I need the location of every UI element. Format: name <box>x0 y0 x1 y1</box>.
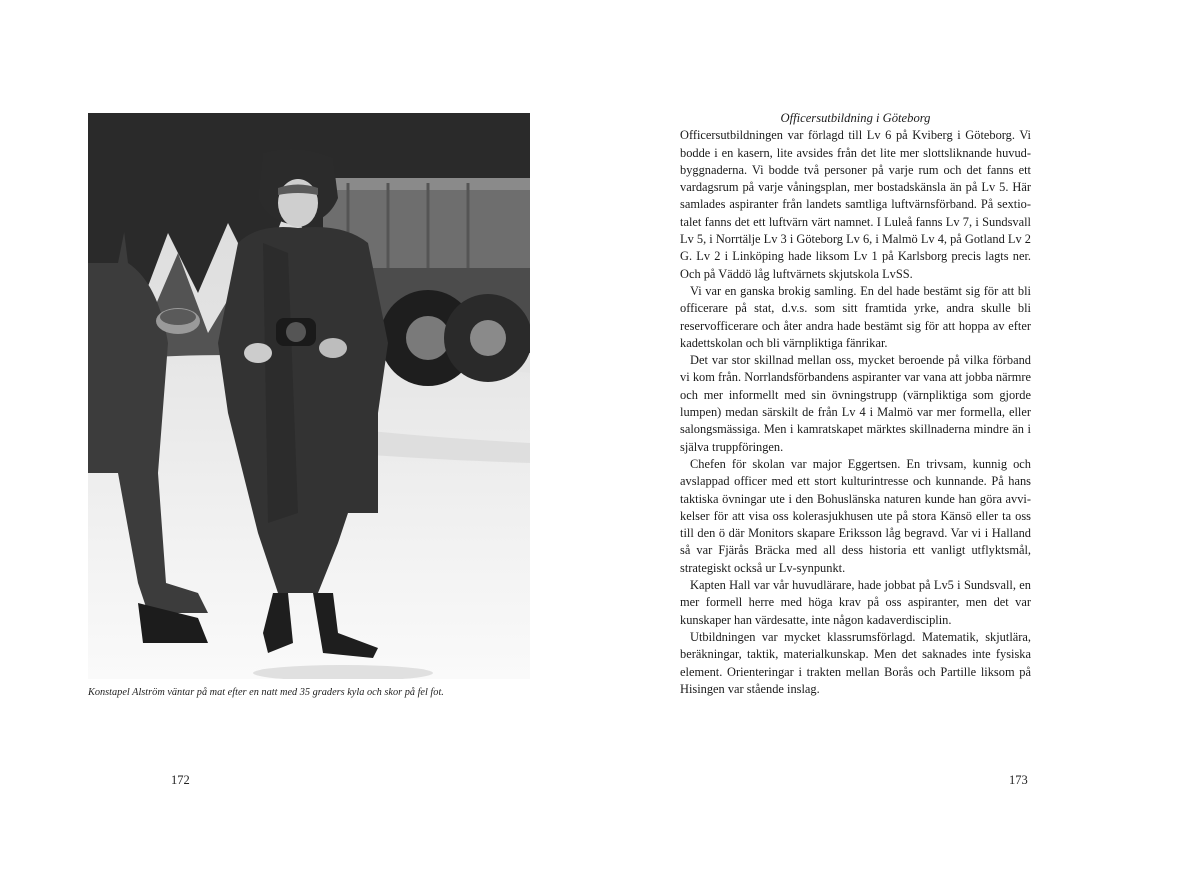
paragraph: Utbildningen var mycket klassrumsförlagd. Matematik, skjutlära, beräkningar, taktik, materialkunskap. Men det saknades inte fysiska element. Orienteringar i trakten mellan Borås och Partille liksom på Hisingen var stående inslag. <box>680 629 1031 696</box>
paragraph: Vi var en ganska brokig samling. En del hade bestämt sig för att bli officerare på stat, d.v.s. som sitt framtida yrke, andra skulle bli reservofficerare och åter andra hade bestämt sig för att hoppa av efter kadettskolan och bli värnpliktiga fänrikar. <box>680 283 1031 350</box>
black-and-white-photo-icon <box>88 113 530 679</box>
paragraph: Officersutbildningen var förlagd till Lv 6 på Kviberg i Göteborg. Vi bodde i en kasern, lite avsides från det lite mer slottsliknande huvudbyggnaderna. Vi bodde två personer på varje rum och det fanns ett vardagsrum på varje våningsplan, mer bostadskänsla än på Lv 5. Här samlades aspiranter från landets samtliga luftvärnsförband. På sextiotalet fanns det ett luftvärn värt namnet. I Luleå fanns Lv 7, i Sundsvall Lv 5, i Norrtälje Lv 3 i Göteborg Lv 6, i Malmö Lv 4, på Gotland Lv 2 G. Lv 2 i Linköping hade liksom Lv 1 på Karlsborg precis lagts ner. Och på Väddö låg luftvärnets skjutskola LvSS. <box>680 128 1031 281</box>
paragraph: Det var stor skillnad mellan oss, mycket beroende på vilka förband vi kom från. Norrlandsförbandens aspiranter var vana att jobba närmre och mer informellt med sin övningstrupp (värnpliktiga som gjorde lumpen) medan särskilt de från Lv 4 i Malmö var mer formella, eller salongsmässiga. Men i kamratskapet märktes skillnaderna mindre än i själva truppföringen. <box>680 353 1031 454</box>
right-page <box>600 0 1200 872</box>
paragraph: Kapten Hall var vår huvudlärare, hade jobbat på Lv5 i Sundsvall, en mer formell herre med höga krav på oss aspiranter, men det var kunskaper han värdesatte, inte någon kadaverdisciplin. <box>680 578 1031 627</box>
photo-caption: Konstapel Alström väntar på mat efter en natt med 35 graders kyla och skor på fel fot. <box>88 687 444 698</box>
black-and-white-photo <box>88 113 530 679</box>
page-number-right: 173 <box>1009 773 1028 787</box>
section-heading: Officersutbildning i Göteborg <box>780 111 931 125</box>
body-text <box>680 110 1031 698</box>
page-number-left: 172 <box>171 773 190 787</box>
paragraph: Chefen för skolan var major Eggertsen. En trivsam, kunnig och avslappad officer med ett stort kulturintresse och kunnande. På hans taktiska övningar ute i den Bohuslänska naturen kunde han göra avvikelser för att visa oss kolerasjukhusen ute på stora Känsö eller ta oss till den ö där Monitors skapare Eriksson låg begravd. Var vi i Halland så var Fjärås Bräcka med all dess historia ett vanligt utflyktsmål, strategiskt också ur Lv-synpunkt. <box>680 456 1031 575</box>
